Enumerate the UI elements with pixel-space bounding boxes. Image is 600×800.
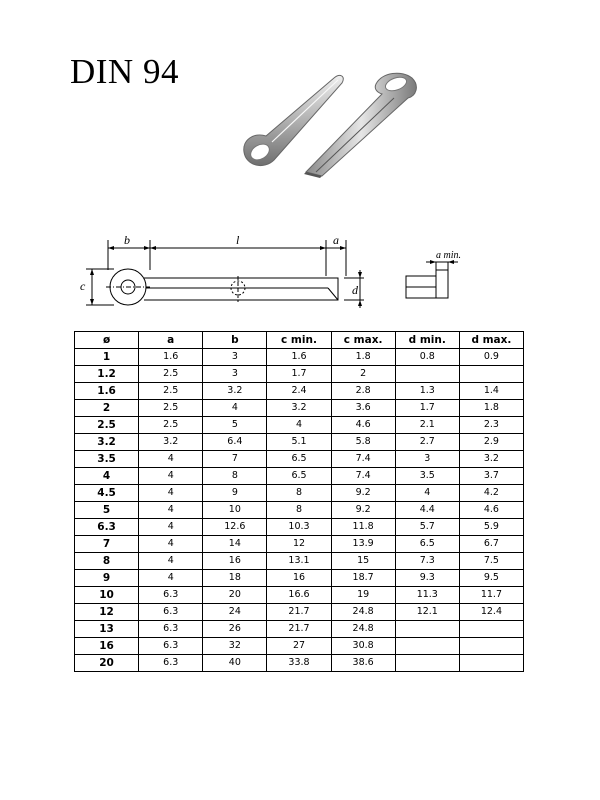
table-cell: 27 xyxy=(267,638,331,655)
table-row xyxy=(75,434,524,451)
table-cell: 6.3 xyxy=(139,604,203,621)
table-cell: 2.3 xyxy=(459,417,523,434)
table-cell: 4 xyxy=(139,468,203,485)
table-cell: 16.6 xyxy=(267,587,331,604)
table-cell: 24 xyxy=(203,604,267,621)
table-cell: 2.5 xyxy=(139,400,203,417)
table-cell: 4 xyxy=(139,536,203,553)
table-cell: 5.7 xyxy=(395,519,459,536)
table-cell: 4.6 xyxy=(459,502,523,519)
table-cell-size: 20 xyxy=(75,655,139,672)
table-cell: 6.5 xyxy=(395,536,459,553)
table-cell: 4 xyxy=(203,400,267,417)
table-row xyxy=(75,417,524,434)
table-cell: 26 xyxy=(203,621,267,638)
table-cell: 38.6 xyxy=(331,655,395,672)
table-cell-size: 8 xyxy=(75,553,139,570)
table-row xyxy=(75,621,524,638)
table-cell: 4.2 xyxy=(459,485,523,502)
dim-label-a: a xyxy=(333,233,339,247)
dim-label-c: c xyxy=(80,279,86,293)
table-cell: 2.5 xyxy=(139,417,203,434)
table-cell xyxy=(395,621,459,638)
table-row xyxy=(75,400,524,417)
table-cell: 16 xyxy=(203,553,267,570)
table-cell: 1.6 xyxy=(139,349,203,366)
table-cell: 6.4 xyxy=(203,434,267,451)
table-cell-size: 16 xyxy=(75,638,139,655)
table-cell: 32 xyxy=(203,638,267,655)
table-cell: 18.7 xyxy=(331,570,395,587)
col-header-diameter: ø xyxy=(75,332,139,349)
table-cell: 4.4 xyxy=(395,502,459,519)
table-cell: 6.7 xyxy=(459,536,523,553)
table-cell: 3 xyxy=(395,451,459,468)
table-cell: 2.7 xyxy=(395,434,459,451)
table-cell-size: 5 xyxy=(75,502,139,519)
table-cell: 1.4 xyxy=(459,383,523,400)
table-row xyxy=(75,536,524,553)
table-cell: 2.8 xyxy=(331,383,395,400)
table-cell: 4 xyxy=(139,451,203,468)
table-cell-size: 9 xyxy=(75,570,139,587)
table-cell: 9 xyxy=(203,485,267,502)
table-cell: 4 xyxy=(139,502,203,519)
col-header-b: b xyxy=(203,332,267,349)
table-cell: 8 xyxy=(267,502,331,519)
table-cell: 4 xyxy=(139,519,203,536)
table-cell: 5.8 xyxy=(331,434,395,451)
table-cell: 5.1 xyxy=(267,434,331,451)
table-cell: 18 xyxy=(203,570,267,587)
table-cell: 2.4 xyxy=(267,383,331,400)
table-row xyxy=(75,519,524,536)
dim-label-l: l xyxy=(236,233,240,247)
table-cell-size: 2.5 xyxy=(75,417,139,434)
table-cell: 10 xyxy=(203,502,267,519)
table-cell-size: 6.3 xyxy=(75,519,139,536)
table-cell: 12.6 xyxy=(203,519,267,536)
table-cell: 30.8 xyxy=(331,638,395,655)
table-cell: 7.3 xyxy=(395,553,459,570)
col-header-c-max: c max. xyxy=(331,332,395,349)
dim-label-d: d xyxy=(352,283,358,297)
table-row xyxy=(75,349,524,366)
table-cell xyxy=(459,366,523,383)
cotter-pin-photo xyxy=(236,68,476,186)
table-row xyxy=(75,570,524,587)
table-cell: 6.3 xyxy=(139,638,203,655)
table-row xyxy=(75,485,524,502)
table-cell-size: 1.6 xyxy=(75,383,139,400)
table-cell: 3.2 xyxy=(139,434,203,451)
table-header-row xyxy=(75,332,524,349)
table-cell: 19 xyxy=(331,587,395,604)
table-cell: 21.7 xyxy=(267,621,331,638)
table-cell: 3.2 xyxy=(459,451,523,468)
table-cell: 6.3 xyxy=(139,621,203,638)
table-cell: 20 xyxy=(203,587,267,604)
table-cell xyxy=(395,655,459,672)
table-cell: 0.9 xyxy=(459,349,523,366)
table-row xyxy=(75,451,524,468)
table-cell: 3 xyxy=(203,349,267,366)
table-cell-size: 12 xyxy=(75,604,139,621)
table-cell: 7.5 xyxy=(459,553,523,570)
col-header-d-min: d min. xyxy=(395,332,459,349)
table-row xyxy=(75,638,524,655)
cotter-pin-drawing xyxy=(78,226,378,316)
table-cell: 10.3 xyxy=(267,519,331,536)
table-row xyxy=(75,655,524,672)
table-cell: 2.5 xyxy=(139,366,203,383)
table-cell-size: 13 xyxy=(75,621,139,638)
table-row xyxy=(75,468,524,485)
table-cell: 7 xyxy=(203,451,267,468)
table-cell: 5.9 xyxy=(459,519,523,536)
table-cell: 11.8 xyxy=(331,519,395,536)
table-cell: 1.6 xyxy=(267,349,331,366)
table-cell: 1.8 xyxy=(331,349,395,366)
col-header-d-max: d max. xyxy=(459,332,523,349)
table-cell: 3.5 xyxy=(395,468,459,485)
table-cell-size: 7 xyxy=(75,536,139,553)
table-cell: 2.5 xyxy=(139,383,203,400)
table-cell: 1.3 xyxy=(395,383,459,400)
table-cell: 6.3 xyxy=(139,655,203,672)
table-cell xyxy=(395,366,459,383)
table-cell: 3.7 xyxy=(459,468,523,485)
table-cell: 7.4 xyxy=(331,451,395,468)
table-cell-size: 1.2 xyxy=(75,366,139,383)
table-cell: 9.2 xyxy=(331,502,395,519)
table-cell: 4 xyxy=(139,553,203,570)
dimensions-table xyxy=(74,331,524,672)
table-cell: 8 xyxy=(267,485,331,502)
table-cell: 13.1 xyxy=(267,553,331,570)
table-cell-size: 3.5 xyxy=(75,451,139,468)
table-cell: 9.3 xyxy=(395,570,459,587)
table-cell: 4 xyxy=(267,417,331,434)
table-cell: 11.3 xyxy=(395,587,459,604)
table-cell: 15 xyxy=(331,553,395,570)
table-cell: 1.7 xyxy=(395,400,459,417)
table-cell xyxy=(459,655,523,672)
table-cell: 1.7 xyxy=(267,366,331,383)
table-cell-size: 4.5 xyxy=(75,485,139,502)
table-cell xyxy=(459,621,523,638)
table-cell: 12 xyxy=(267,536,331,553)
table-cell: 5 xyxy=(203,417,267,434)
table-row xyxy=(75,366,524,383)
dim-label-b: b xyxy=(124,233,130,247)
table-cell: 6.3 xyxy=(139,587,203,604)
table-cell: 14 xyxy=(203,536,267,553)
dim-label-a-min: a min. xyxy=(436,250,461,261)
table-cell-size: 2 xyxy=(75,400,139,417)
table-cell: 8 xyxy=(203,468,267,485)
table-cell: 13.9 xyxy=(331,536,395,553)
table-cell-size: 3.2 xyxy=(75,434,139,451)
table-row xyxy=(75,383,524,400)
table-cell: 3.2 xyxy=(267,400,331,417)
table-cell: 0.8 xyxy=(395,349,459,366)
table-cell: 1.8 xyxy=(459,400,523,417)
cotter-pin-side-view xyxy=(400,246,480,306)
table-cell: 21.7 xyxy=(267,604,331,621)
table-cell-size: 1 xyxy=(75,349,139,366)
table-cell: 24.8 xyxy=(331,604,395,621)
table-row xyxy=(75,604,524,621)
table-cell: 3.2 xyxy=(203,383,267,400)
table-cell: 7.4 xyxy=(331,468,395,485)
table-cell: 12.4 xyxy=(459,604,523,621)
table-cell: 4 xyxy=(139,485,203,502)
table-cell: 4 xyxy=(139,570,203,587)
table-cell: 6.5 xyxy=(267,468,331,485)
table-cell: 11.7 xyxy=(459,587,523,604)
table-cell: 3.6 xyxy=(331,400,395,417)
table-cell: 9.2 xyxy=(331,485,395,502)
table-row xyxy=(75,502,524,519)
col-header-c-min: c min. xyxy=(267,332,331,349)
col-header-a: a xyxy=(139,332,203,349)
table-cell: 4.6 xyxy=(331,417,395,434)
table-cell: 6.5 xyxy=(267,451,331,468)
table-cell: 16 xyxy=(267,570,331,587)
table-cell: 12.1 xyxy=(395,604,459,621)
table-cell: 4 xyxy=(395,485,459,502)
page-title: DIN 94 xyxy=(70,52,179,91)
table-cell: 9.5 xyxy=(459,570,523,587)
table-cell xyxy=(395,638,459,655)
table-cell-size: 4 xyxy=(75,468,139,485)
table-cell: 40 xyxy=(203,655,267,672)
table-cell: 3 xyxy=(203,366,267,383)
table-cell: 2.1 xyxy=(395,417,459,434)
table-cell: 2 xyxy=(331,366,395,383)
table-cell: 24.8 xyxy=(331,621,395,638)
table-cell: 2.9 xyxy=(459,434,523,451)
table-cell xyxy=(459,638,523,655)
table-row xyxy=(75,587,524,604)
table-cell: 33.8 xyxy=(267,655,331,672)
table-cell-size: 10 xyxy=(75,587,139,604)
pin-shank-outline xyxy=(144,278,338,300)
table-row xyxy=(75,553,524,570)
